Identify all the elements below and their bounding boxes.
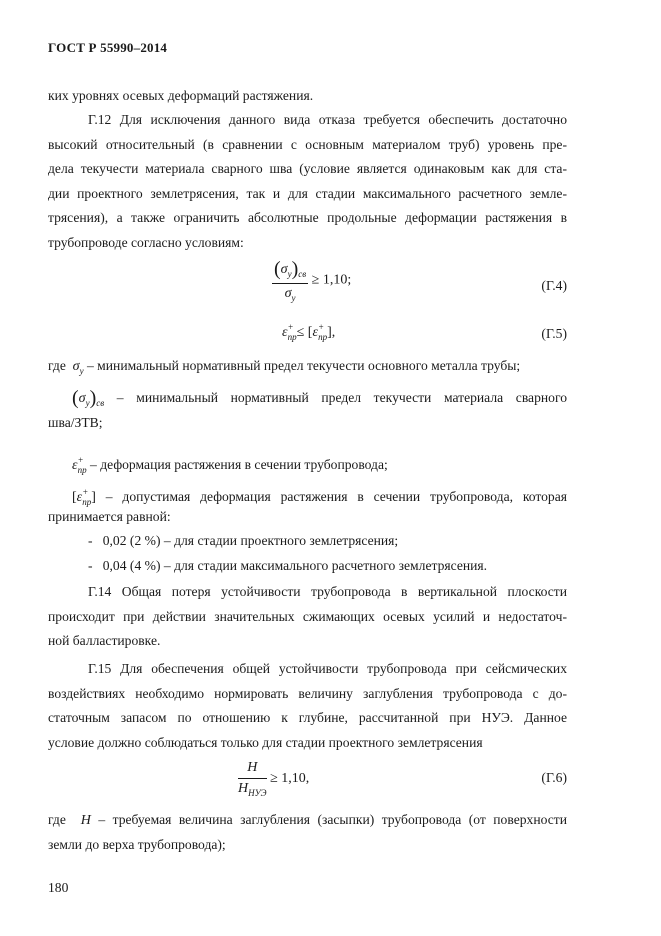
fraction (238, 760, 267, 798)
text-line: условие должно соблюдаться только для стадии проектного землетрясения (48, 734, 483, 750)
equation-number-g5: (Г.5) (541, 326, 567, 341)
text-line: ких уровнях осевых деформаций растяжения. (48, 88, 314, 103)
text-line: шва/ЗТВ; (48, 414, 103, 430)
paragraph-g12 (48, 108, 567, 256)
text-line: высокий относительный (в сравнении с основным материалом труб) уровень пре- (48, 136, 567, 152)
text-line: происходит при действии значительных сжимающих осевых усилий и недостаточ- (48, 608, 567, 624)
relation: ≥ 1,10; (311, 272, 352, 288)
text-line: воздействиях необходимо нормировать величину заглубления трубопровода с до- (48, 685, 567, 701)
denominator: $H_{НУЭ}$ (238, 781, 267, 798)
definition-eps: $\varepsilon^+_{пр}$ – деформация растяжения в сечении трубопровода; (72, 455, 388, 475)
paragraph-g15 (48, 657, 567, 755)
equation-number-g4: (Г.4) (541, 278, 567, 293)
text-line: ной балластировке. (48, 633, 161, 649)
symbol-eps-allowed: $[\varepsilon^+_{пр}]$ (72, 487, 96, 507)
list-item: - 0,04 (4 %) – для стадии максимального расчетного землетрясения. (88, 558, 488, 573)
symbol-h: H (80, 813, 91, 828)
symbol-sigma: $\sigma_y$ (72, 359, 84, 376)
definition-sigma-sv: $(\sigma_y)_{св}$ – минимальный нормативный предел текучести материала сварного шва/ЗТВ; (48, 386, 567, 435)
page-number: 180 (48, 880, 69, 895)
text-line: принимается равной: (48, 508, 171, 524)
formula-g4 (272, 258, 351, 303)
list-item: - 0,02 (2 %) – для стадии проектного землетрясения; (88, 533, 399, 548)
symbol-eps: $\varepsilon^+_{пр}$ (72, 455, 87, 475)
text-line: трясения), а также ограничить абсолютные продольные деформации растяжения в (48, 210, 567, 226)
text-line: дела текучести материала сварного шва (условие является одинаковым как для ста- (48, 161, 567, 177)
numerator: $(\sigma_y)_{св}$ (272, 258, 308, 284)
symbol-sigma-sv: $(\sigma_y)_{св}$ (72, 387, 105, 409)
formula-g6 (238, 760, 309, 798)
document-header: ГОСТ Р 55990–2014 (48, 40, 168, 55)
fraction (272, 258, 308, 303)
denominator: $\sigma_y$ (284, 286, 296, 303)
text-line: Г.12 Для исключения данного вида отказа требуется обеспечить достаточно (88, 112, 567, 127)
paragraph-continuation (48, 84, 567, 109)
definition-eps-allowed: $[\varepsilon^+_{пр}]$ – допустимая деформация растяжения в сечении трубопровода, которая принимается равной: (48, 480, 567, 529)
definition-sigma-y: где $\sigma_y$ – минимальный нормативный предел текучести основного металла трубы; (48, 358, 521, 376)
text-line: земли до верха трубопровода); (48, 836, 226, 852)
relation: ≥ 1,10, (270, 771, 310, 787)
text-line: Г.14 Общая потеря устойчивости трубопровода в вертикальной плоскости (88, 584, 567, 599)
definition-h: где H – требуемая величина заглубления (засыпки) трубопровода (от поверхности земли до верха трубопровода); (48, 808, 567, 857)
text-line: статочным запасом по отношению к глубине, рассчитанной при НУЭ. Данное (48, 710, 567, 726)
formula-g5: $\varepsilon^+_{пр}\le [\varepsilon^+_{пр}]$, (282, 322, 336, 342)
text-line: дии проектного землетрясения, так и для стадии максимального расчетного земле- (48, 185, 567, 201)
text-line: трубопроводе согласно условиям: (48, 234, 244, 250)
equation-number-g6: (Г.6) (541, 770, 567, 785)
numerator: H (238, 760, 267, 779)
paragraph-g14 (48, 580, 567, 654)
text-line: Г.15 Для обеспечения общей устойчивости трубопровода при сейсмических (88, 661, 567, 676)
